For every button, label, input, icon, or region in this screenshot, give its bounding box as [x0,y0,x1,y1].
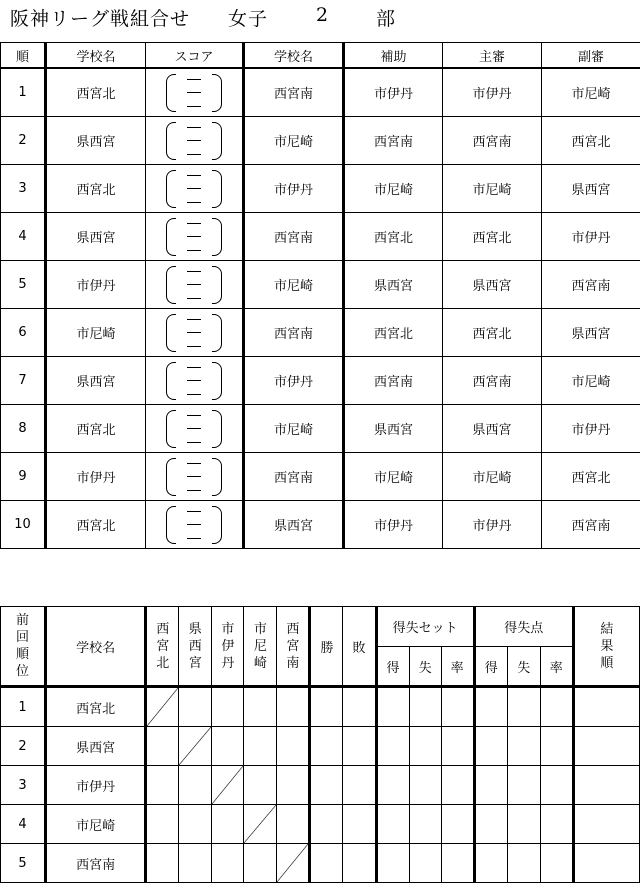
match-order: 4 [1,213,46,261]
school-a: 県西宮 [46,117,146,165]
school-b: 西宮南 [244,453,344,501]
sub-referee: 県西宮 [542,309,640,357]
result-cell [244,844,277,883]
school-a: 西宮北 [46,405,146,453]
point-ratio [540,844,573,883]
right-bracket [212,458,222,496]
header-school-b: 学校名 [244,43,344,69]
sub-referee: 西宮北 [542,453,640,501]
subheader-against: 失 [507,647,540,687]
referee: 西宮南 [443,117,542,165]
set-ratio [441,687,474,727]
standing-school: 県西宮 [46,727,146,766]
set-ratio [441,805,474,844]
subheader-ratio: 率 [441,647,474,687]
score-brackets [164,217,224,257]
set-for [376,844,409,883]
school-a: 県西宮 [46,357,146,405]
score-dash [187,79,201,80]
sub-referee: 西宮南 [542,501,640,549]
referee: 市尼崎 [443,165,542,213]
assistant: 市尼崎 [344,165,443,213]
header-opponent-char: 県 [188,621,202,637]
point-against [507,687,540,727]
prev-rank: 2 [1,727,46,766]
sub-referee: 西宮南 [542,261,640,309]
referee: 県西宮 [443,405,542,453]
header-prev-rank [1,607,46,687]
assistant: 県西宮 [344,405,443,453]
left-bracket [166,314,176,352]
school-b: 西宮南 [244,68,344,117]
result-cell [277,687,310,727]
score-brackets [164,505,224,545]
header-prev-rank-char: 順 [16,647,30,662]
school-b: 県西宮 [244,501,344,549]
header-point-diff: 得失点 [474,607,573,647]
school-b: 市伊丹 [244,165,344,213]
schedule-table [0,42,640,549]
score-dash [187,127,201,128]
sub-referee: 西宮北 [542,117,640,165]
set-for [376,687,409,727]
assistant: 県西宮 [344,261,443,309]
set-ratio [441,727,474,766]
win-count [310,727,343,766]
set-for [376,727,409,766]
result-cell [277,766,310,805]
set-for [376,805,409,844]
loss-count [343,844,376,883]
standings-row [1,805,640,844]
header-opponent-char: 西 [286,621,300,637]
referee: 県西宮 [443,261,542,309]
header-prev-rank-char: 位 [16,664,30,679]
assistant: 西宮南 [344,357,443,405]
score-brackets [164,361,224,401]
result-cell [244,766,277,805]
standings-header-row [1,607,640,647]
schedule-row [1,309,640,357]
left-bracket [166,506,176,544]
score-dash [187,380,201,381]
score-box [146,165,244,213]
final-rank [573,687,639,727]
set-ratio [441,844,474,883]
match-order: 2 [1,117,46,165]
score-brackets [164,457,224,497]
score-box [146,405,244,453]
score-dash [187,188,201,189]
school-b: 西宮南 [244,309,344,357]
score-dash [187,428,201,429]
assistant: 市伊丹 [344,501,443,549]
self-match-cell [212,766,244,805]
referee: 市尼崎 [443,453,542,501]
left-bracket [166,122,176,160]
standing-school: 西宮北 [46,687,146,727]
score-dash [187,236,201,237]
result-cell [146,766,179,805]
win-count [310,844,343,883]
subheader-against: 失 [409,647,441,687]
point-ratio [540,727,573,766]
score-dash [187,140,201,141]
school-a: 県西宮 [46,213,146,261]
right-bracket [212,362,222,400]
score-dash [187,250,201,251]
score-brackets [164,73,224,113]
header-referee: 主審 [443,43,542,69]
score-box [146,213,244,261]
score-dash [187,92,201,93]
header-opponent-char: 市 [253,621,267,637]
header-opponent-char: 北 [156,655,170,671]
score-dash [187,175,201,176]
score-dash [187,442,201,443]
final-rank [573,844,639,883]
set-against [409,805,441,844]
school-a: 市伊丹 [46,453,146,501]
referee: 市伊丹 [443,501,542,549]
result-cell [146,805,179,844]
self-match-cell [277,844,310,883]
score-dash [187,538,201,539]
subheader-ratio: 率 [540,647,573,687]
point-for [474,687,507,727]
score-dash [187,298,201,299]
subheader-for: 得 [474,647,507,687]
prev-rank: 1 [1,687,46,727]
referee: 西宮北 [443,213,542,261]
header-school: 学校名 [46,607,146,687]
school-b: 市尼崎 [244,261,344,309]
score-dash [187,106,201,107]
right-bracket [212,314,222,352]
header-order: 順 [1,43,46,69]
score-dash [187,332,201,333]
header-opponent-char: 市 [221,621,235,637]
match-order: 7 [1,357,46,405]
school-a: 市伊丹 [46,261,146,309]
standing-school: 西宮南 [46,844,146,883]
score-dash [187,202,201,203]
result-cell [179,766,212,805]
win-count [310,805,343,844]
score-dash [187,346,201,347]
point-against [507,727,540,766]
header-opponent [212,607,244,687]
point-for [474,805,507,844]
sub-referee: 市尼崎 [542,68,640,117]
sub-referee: 市伊丹 [542,213,640,261]
result-cell [212,844,244,883]
referee: 市伊丹 [443,68,542,117]
school-a: 西宮北 [46,501,146,549]
standings-row [1,687,640,727]
schedule-row [1,68,640,117]
right-bracket [212,122,222,160]
header-school-a: 学校名 [46,43,146,69]
division-suffix: 部 [376,8,397,30]
score-box [146,68,244,117]
prev-rank: 4 [1,805,46,844]
header-loss: 敗 [343,607,376,687]
referee: 西宮北 [443,309,542,357]
point-against [507,844,540,883]
header-result-rank [573,607,639,687]
result-cell [179,844,212,883]
left-bracket [166,410,176,448]
header-opponent-char: 南 [286,655,300,671]
header-assistant: 補助 [344,43,443,69]
loss-count [343,766,376,805]
self-match-cell [179,727,212,766]
score-box [146,453,244,501]
match-order: 9 [1,453,46,501]
school-b: 西宮南 [244,213,344,261]
division-number: 2 [316,4,330,26]
score-dash [187,271,201,272]
left-bracket [166,266,176,304]
match-order: 6 [1,309,46,357]
point-for [474,727,507,766]
score-box [146,309,244,357]
school-b: 市尼崎 [244,405,344,453]
header-opponent-char: 伊 [221,638,235,654]
header-opponent-char: 宮 [286,638,300,654]
assistant: 市伊丹 [344,68,443,117]
score-brackets [164,313,224,353]
assistant: 市尼崎 [344,453,443,501]
result-cell [277,727,310,766]
set-against [409,727,441,766]
result-cell [212,687,244,727]
result-cell [179,805,212,844]
left-bracket [166,170,176,208]
result-cell [244,687,277,727]
score-dash [187,524,201,525]
set-ratio [441,766,474,805]
schedule-row [1,501,640,549]
left-bracket [166,362,176,400]
point-ratio [540,766,573,805]
standings-table [0,606,640,883]
standings-row [1,844,640,883]
header-opponent [277,607,310,687]
right-bracket [212,266,222,304]
score-box [146,117,244,165]
schedule-row [1,213,640,261]
assistant: 西宮北 [344,309,443,357]
right-bracket [212,506,222,544]
standing-school: 市尼崎 [46,805,146,844]
header-opponent-char: 西 [188,638,202,654]
right-bracket [212,74,222,112]
set-against [409,766,441,805]
match-order: 8 [1,405,46,453]
match-order: 10 [1,501,46,549]
result-cell [244,727,277,766]
header-set-diff: 得失セット [376,607,474,647]
sub-referee: 県西宮 [542,165,640,213]
schedule-row [1,453,640,501]
left-bracket [166,218,176,256]
header-opponent-char: 尼 [253,638,267,654]
result-cell [179,687,212,727]
header-result-rank-char: 果 [600,638,614,654]
match-order: 3 [1,165,46,213]
schedule-row [1,405,640,453]
schedule-row [1,357,640,405]
score-brackets [164,121,224,161]
header-prev-rank-char: 回 [16,630,30,645]
school-b: 市伊丹 [244,357,344,405]
point-for [474,766,507,805]
header-opponent-char: 西 [156,621,170,637]
schedule-row [1,117,640,165]
score-box [146,261,244,309]
right-bracket [212,170,222,208]
score-brackets [164,169,224,209]
school-a: 西宮北 [46,68,146,117]
score-brackets [164,409,224,449]
schedule-row [1,165,640,213]
score-dash [187,415,201,416]
school-a: 西宮北 [46,165,146,213]
score-box [146,357,244,405]
sub-referee: 市尼崎 [542,357,640,405]
header-opponent [244,607,277,687]
header-opponent-char: 丹 [221,655,235,671]
schedule-row [1,261,640,309]
referee: 西宮南 [443,357,542,405]
header-opponent [179,607,212,687]
loss-count [343,805,376,844]
score-dash [187,223,201,224]
header-opponent-char: 宮 [156,638,170,654]
self-match-cell [146,687,179,727]
subheader-for: 得 [376,647,409,687]
division-label: 女子 [228,8,269,30]
header-score: スコア [146,43,244,69]
point-ratio [540,805,573,844]
win-count [310,687,343,727]
set-against [409,844,441,883]
prev-rank: 5 [1,844,46,883]
score-dash [187,511,201,512]
result-cell [146,727,179,766]
point-ratio [540,687,573,727]
score-dash [187,284,201,285]
final-rank [573,727,639,766]
set-for [376,766,409,805]
win-count [310,766,343,805]
point-against [507,805,540,844]
score-dash [187,154,201,155]
standing-school: 市伊丹 [46,766,146,805]
header-sub-referee: 副審 [542,43,640,69]
header-prev-rank-char: 前 [16,613,30,628]
school-b: 市尼崎 [244,117,344,165]
final-rank [573,766,639,805]
match-order: 5 [1,261,46,309]
score-box [146,501,244,549]
school-a: 市尼崎 [46,309,146,357]
loss-count [343,687,376,727]
header-result-rank-char: 順 [600,655,614,671]
sub-referee: 市伊丹 [542,405,640,453]
league-title: 阪神リーグ戦組合せ [10,8,191,30]
score-dash [187,463,201,464]
left-bracket [166,458,176,496]
score-dash [187,490,201,491]
schedule-header-row [1,43,640,69]
result-cell [146,844,179,883]
header-opponent-char: 崎 [253,655,267,671]
prev-rank: 3 [1,766,46,805]
point-for [474,844,507,883]
score-dash [187,476,201,477]
set-against [409,687,441,727]
score-dash [187,367,201,368]
final-rank [573,805,639,844]
header-opponent [146,607,179,687]
right-bracket [212,218,222,256]
standings-row [1,766,640,805]
match-order: 1 [1,68,46,117]
loss-count [343,727,376,766]
score-dash [187,319,201,320]
assistant: 西宮北 [344,213,443,261]
result-cell [277,805,310,844]
header-win: 勝 [310,607,343,687]
standings-row [1,727,640,766]
left-bracket [166,74,176,112]
result-cell [212,727,244,766]
point-against [507,766,540,805]
result-cell [212,805,244,844]
right-bracket [212,410,222,448]
score-dash [187,394,201,395]
assistant: 西宮南 [344,117,443,165]
score-brackets [164,265,224,305]
self-match-cell [244,805,277,844]
header-opponent-char: 宮 [188,655,202,671]
header-result-rank-char: 結 [600,621,614,637]
